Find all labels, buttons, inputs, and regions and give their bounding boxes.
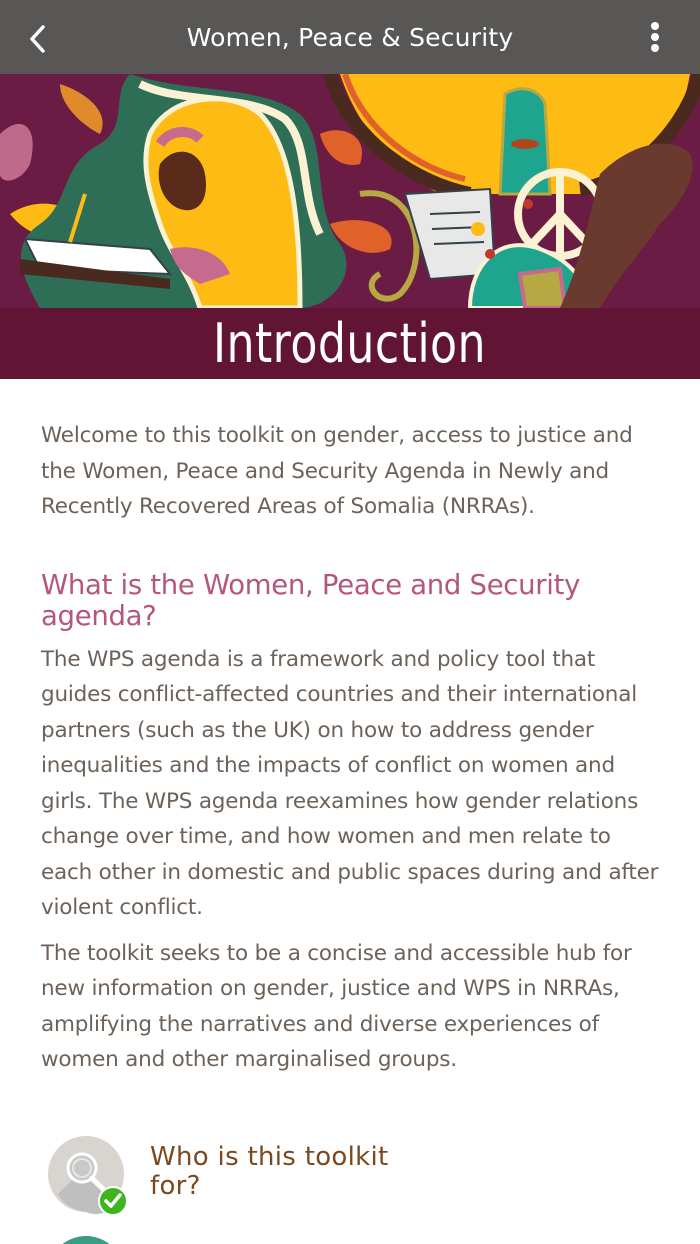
wps-paragraph-1: The WPS agenda is a framework and policy tool that guides conflict-affected countries and their international partners (such as the UK) on how to address gender inequalities and the impacts of conflict on women and girls. The WPS agenda reexamines how gender relations change over time, and how women and men relate to each other in domestic and public spaces during and after violent conflict. [41,646,659,920]
more-vertical-icon-dot [651,33,659,41]
intro-paragraph: Welcome to this toolkit on gender, access to justice and the Women, Peace and Security Agenda in Newly and Recently Recovered Areas of Somalia (NRRAs). [41,423,633,519]
next-menu-item-icon[interactable] [48,1236,124,1244]
section-title: Introduction [213,311,487,375]
chevron-left-icon [28,24,46,54]
hero-illustration [0,74,700,308]
more-vertical-icon-dot [651,44,659,52]
wps-paragraph-2: The toolkit seeks to be a concise and accessible hub for new information on gender, justice and WPS in NRRAs, amplifying the narratives and diverse experiences of women and other marginalised groups. [41,940,632,1072]
hero-illustration-art [0,74,700,308]
more-menu-button[interactable] [648,22,662,52]
back-button[interactable] [22,22,52,56]
section-title-banner [0,308,700,379]
wps-heading: What is the Women, Peace and Security agenda? [41,568,581,632]
menu-item-label: Who is this toolkit for? [150,1142,389,1201]
intro-content [41,418,666,1078]
menu-item-who-is-this-toolkit-for[interactable] [48,1136,448,1216]
app-title: Women, Peace & Security [186,22,514,52]
magnifier-icon [48,1136,128,1216]
more-vertical-icon [651,22,659,30]
check-badge-icon [99,1187,127,1215]
app-bar [0,0,700,74]
